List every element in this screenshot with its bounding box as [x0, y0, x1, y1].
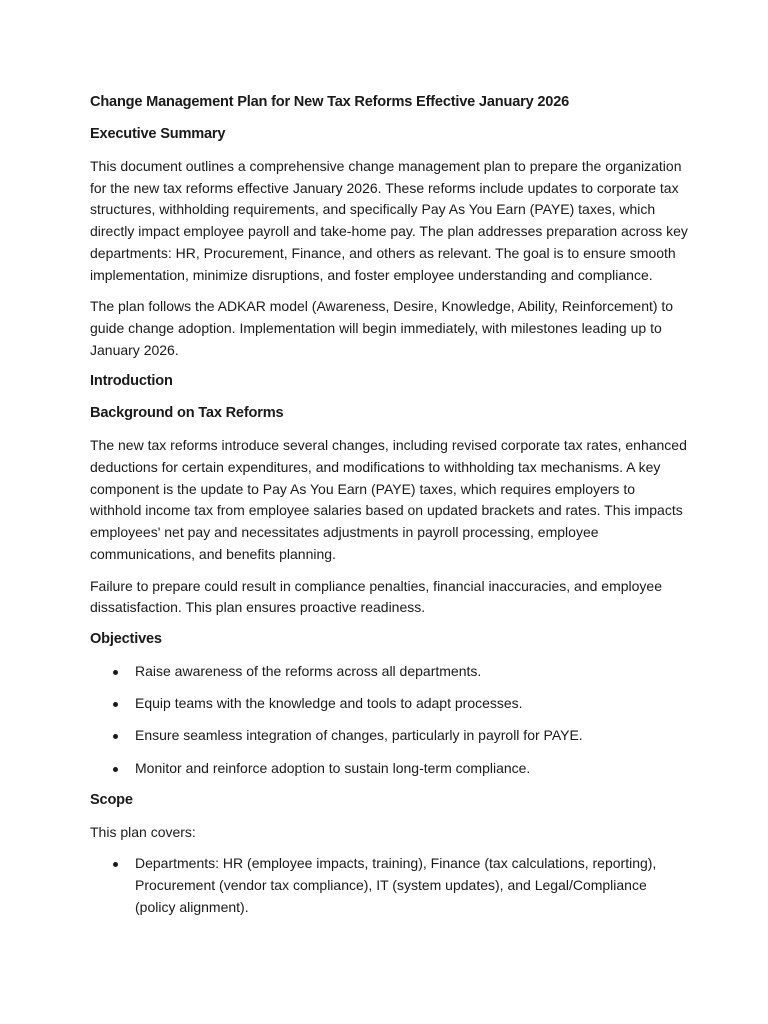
executive-summary-paragraph: This document outlines a comprehensive change management plan to prepare the organization for the new tax reforms effective January 2026. These reforms include updates to corporate tax structures, withholding requirements, and specifically Pay As You Earn (PAYE) taxes, which directly impact employee payroll and take-home pay. The plan addresses preparation across key departments: HR, Procurement, Finance, and others as relevant. The goal is to ensure smooth implementation, minimize disruptions, and foster employee understanding and compliance.: [90, 158, 688, 283]
executive-summary-paragraph: The plan follows the ADKAR model (Awareness, Desire, Knowledge, Ability, Reinforcement) to guide change adoption. Implementation will begin immediately, with milestones leading up to January 2026.: [90, 298, 674, 358]
list-item-text: Departments: HR (employee impacts, training), Finance (tax calculations, reporting), Procurement (vendor tax compliance), IT (system updates), and Legal/Compliance (policy alignment).: [135, 855, 657, 915]
background-heading: Background on Tax Reforms: [90, 405, 284, 422]
list-item-text: Monitor and reinforce adoption to sustain long-term compliance.: [135, 759, 531, 776]
list-item: [90, 693, 690, 715]
document-page: [90, 92, 690, 929]
list-item: [90, 661, 690, 683]
objectives-list: [90, 661, 690, 779]
bullet-icon: [113, 767, 118, 772]
scope-intro: This plan covers:: [90, 823, 196, 840]
bullet-icon: [113, 670, 118, 675]
bullet-icon: [113, 862, 118, 867]
document-title: Change Management Plan for New Tax Reforms Effective January 2026: [90, 94, 570, 110]
background-paragraph: Failure to prepare could result in compliance penalties, financial inaccuracies, and employee dissatisfaction. This plan ensures proactive readiness.: [90, 577, 662, 616]
list-item-text: Ensure seamless integration of changes, particularly in payroll for PAYE.: [135, 727, 583, 744]
scope-heading: Scope: [90, 791, 133, 808]
bullet-icon: [113, 702, 118, 707]
list-item-text: Raise awareness of the reforms across all departments.: [135, 662, 482, 679]
executive-summary-heading: Executive Summary: [90, 126, 226, 142]
list-item-text: Equip teams with the knowledge and tools to adapt processes.: [135, 695, 523, 712]
background-paragraph: The new tax reforms introduce several changes, including revised corporate tax rates, enhanced deductions for certain expenditures, and modifications to withholding tax mechanisms. A key component is the update to Pay As You Earn (PAYE) taxes, which requires employers to withhold income tax from employee salaries based on updated brackets and rates. This impacts employees' net pay and necessitates adjustments in payroll processing, employee communications, and benefits planning.: [90, 437, 687, 562]
objectives-heading: Objectives: [90, 630, 162, 647]
list-item: [90, 853, 690, 918]
list-item: [90, 725, 690, 747]
bullet-icon: [113, 734, 118, 739]
list-item: [90, 758, 690, 780]
scope-list: [90, 853, 690, 918]
introduction-heading: Introduction: [90, 373, 173, 390]
